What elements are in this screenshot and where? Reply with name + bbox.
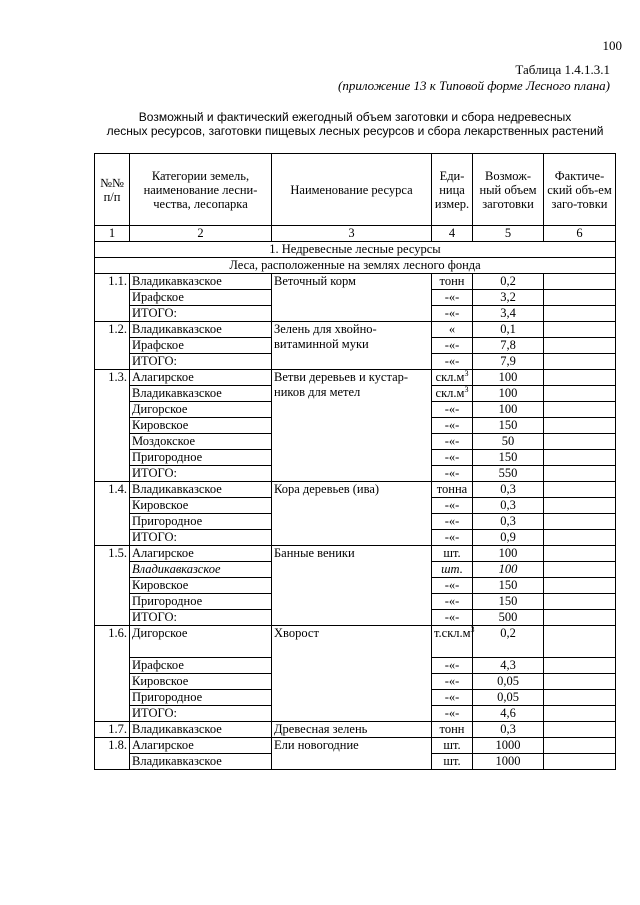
actual-volume xyxy=(544,722,616,738)
col-header-category: Категории земель, наименование лесни-чества, лесопарка xyxy=(130,154,272,226)
unit-text: шт. xyxy=(443,546,461,560)
possible-volume: 0,2 xyxy=(473,274,544,290)
unit-text: шт. xyxy=(443,738,461,752)
possible-volume: 100 xyxy=(473,370,544,386)
forestry-name: ИТОГО: xyxy=(130,706,272,722)
unit-text: шт. xyxy=(441,562,463,576)
possible-volume: 7,8 xyxy=(473,338,544,354)
possible-volume: 0,2 xyxy=(473,626,544,658)
unit-text: тонна xyxy=(436,482,468,496)
unit-text: -«- xyxy=(444,530,460,544)
row-number: 1.4. xyxy=(95,482,130,546)
actual-volume xyxy=(544,754,616,770)
actual-volume xyxy=(544,482,616,498)
actual-volume xyxy=(544,690,616,706)
actual-volume xyxy=(544,498,616,514)
unit-text: -«- xyxy=(444,466,460,480)
forestry-name: Владикавказское xyxy=(130,562,272,578)
actual-volume xyxy=(544,594,616,610)
unit-cell xyxy=(432,658,473,674)
page-number: 100 xyxy=(602,38,622,53)
col-header-unit: Еди-ница измер. xyxy=(432,154,473,226)
forestry-name: ИТОГО: xyxy=(130,466,272,482)
unit-cell xyxy=(432,354,473,370)
unit-superscript: 3 xyxy=(464,368,469,378)
unit-text: -«- xyxy=(444,402,460,416)
unit-superscript: 3 xyxy=(464,384,469,394)
appendix-note: (приложение 13 к Типовой форме Лесного плана) xyxy=(338,78,610,93)
unit-text: тонн xyxy=(439,722,465,736)
unit-cell xyxy=(432,482,473,498)
row-number: 1.6. xyxy=(95,626,130,722)
column-number-row xyxy=(95,226,616,242)
unit-text: тонн xyxy=(439,274,465,288)
table-row xyxy=(95,626,616,658)
resource-name: Веточный корм xyxy=(272,274,432,322)
forestry-name: Владикавказское xyxy=(130,722,272,738)
unit-text: -«- xyxy=(444,594,460,608)
forestry-name: Ирафское xyxy=(130,290,272,306)
unit-text: -«- xyxy=(444,578,460,592)
possible-volume: 0,05 xyxy=(473,674,544,690)
resource-name: Зелень для хвойно-витаминной муки xyxy=(272,322,432,370)
unit-cell xyxy=(432,626,473,658)
possible-volume: 0,3 xyxy=(473,514,544,530)
forestry-name: Ирафское xyxy=(130,658,272,674)
unit-cell xyxy=(432,754,473,770)
forestry-name: Владикавказское xyxy=(130,322,272,338)
possible-volume: 100 xyxy=(473,402,544,418)
row-number: 1.2. xyxy=(95,322,130,370)
forestry-name: Владикавказское xyxy=(130,754,272,770)
resource-table xyxy=(94,153,616,770)
possible-volume: 150 xyxy=(473,578,544,594)
unit-text: -«- xyxy=(444,290,460,304)
actual-volume xyxy=(544,306,616,322)
unit-cell xyxy=(432,594,473,610)
table-label: Таблица 1.4.1.3.1 xyxy=(515,62,610,77)
unit-text: шт. xyxy=(443,754,461,768)
unit-cell xyxy=(432,562,473,578)
actual-volume xyxy=(544,466,616,482)
possible-volume: 500 xyxy=(473,610,544,626)
forestry-name: Ирафское xyxy=(130,338,272,354)
possible-volume: 3,2 xyxy=(473,290,544,306)
forestry-name: Дигорское xyxy=(130,402,272,418)
actual-volume xyxy=(544,562,616,578)
possible-volume: 3,4 xyxy=(473,306,544,322)
resource-name: Кора деревьев (ива) xyxy=(272,482,432,546)
row-number: 1.7. xyxy=(95,722,130,738)
forestry-name: Пригородное xyxy=(130,594,272,610)
actual-volume xyxy=(544,322,616,338)
possible-volume: 150 xyxy=(473,450,544,466)
unit-cell xyxy=(432,530,473,546)
unit-cell xyxy=(432,274,473,290)
possible-volume: 4,6 xyxy=(473,706,544,722)
row-number: 1.8. xyxy=(95,738,130,770)
actual-volume xyxy=(544,354,616,370)
actual-volume xyxy=(544,674,616,690)
actual-volume xyxy=(544,402,616,418)
unit-cell xyxy=(432,546,473,562)
resource-name: Ветви деревьев и кустар-ников для метел xyxy=(272,370,432,482)
column-number: 5 xyxy=(473,226,544,242)
col-header-resource: Наименование ресурса xyxy=(272,154,432,226)
actual-volume xyxy=(544,338,616,354)
possible-volume: 1000 xyxy=(473,754,544,770)
forestry-name: ИТОГО: xyxy=(130,610,272,626)
unit-text: « xyxy=(448,322,456,336)
forestry-name: Владикавказское xyxy=(130,274,272,290)
resource-name: Ели новогодние xyxy=(272,738,432,770)
unit-cell xyxy=(432,338,473,354)
unit-cell xyxy=(432,386,473,402)
possible-volume: 100 xyxy=(473,546,544,562)
unit-cell xyxy=(432,610,473,626)
unit-text: -«- xyxy=(444,338,460,352)
col-header-actual: Фактиче-ский объ-ем заго-товки xyxy=(544,154,616,226)
unit-superscript: 3 xyxy=(470,624,475,634)
unit-cell xyxy=(432,306,473,322)
unit-text: -«- xyxy=(444,306,460,320)
possible-volume: 0,05 xyxy=(473,690,544,706)
unit-cell xyxy=(432,450,473,466)
row-number: 1.3. xyxy=(95,370,130,482)
unit-cell xyxy=(432,514,473,530)
unit-text: -«- xyxy=(444,450,460,464)
unit-cell xyxy=(432,434,473,450)
row-number: 1.1. xyxy=(95,274,130,322)
forestry-name: Пригородное xyxy=(130,690,272,706)
possible-volume: 0,9 xyxy=(473,530,544,546)
possible-volume: 550 xyxy=(473,466,544,482)
unit-cell xyxy=(432,690,473,706)
possible-volume: 50 xyxy=(473,434,544,450)
forestry-name: Владикавказское xyxy=(130,386,272,402)
heading-line: Возможный и фактический ежегодный объем заготовки и сбора недревесных xyxy=(138,110,572,124)
possible-volume: 0,3 xyxy=(473,722,544,738)
resource-name: Хворост xyxy=(272,626,432,722)
heading-line: лесных ресурсов, заготовки пищевых лесных ресурсов и сбора лекарственных растений xyxy=(106,124,604,138)
possible-volume: 0,1 xyxy=(473,322,544,338)
possible-volume: 0,3 xyxy=(473,498,544,514)
actual-volume xyxy=(544,738,616,754)
actual-volume xyxy=(544,370,616,386)
unit-text: -«- xyxy=(444,354,460,368)
forestry-name: ИТОГО: xyxy=(130,306,272,322)
forestry-name: Моздокское xyxy=(130,434,272,450)
actual-volume xyxy=(544,658,616,674)
unit-text: -«- xyxy=(444,674,460,688)
unit-text: -«- xyxy=(444,610,460,624)
possible-volume: 150 xyxy=(473,418,544,434)
unit-cell xyxy=(432,418,473,434)
section-title: 1. Недревесные лесные ресурсы xyxy=(95,242,616,258)
actual-volume xyxy=(544,626,616,658)
row-number: 1.5. xyxy=(95,546,130,626)
forestry-name: ИТОГО: xyxy=(130,354,272,370)
forestry-name: Пригородное xyxy=(130,450,272,466)
table-row xyxy=(95,370,616,386)
forestry-name: Алагирское xyxy=(130,546,272,562)
col-header-possible: Возмож-ный объем заготовки xyxy=(473,154,544,226)
unit-text: -«- xyxy=(444,498,460,512)
unit-cell xyxy=(432,722,473,738)
unit-cell xyxy=(432,738,473,754)
column-number: 6 xyxy=(544,226,616,242)
actual-volume xyxy=(544,546,616,562)
actual-volume xyxy=(544,706,616,722)
unit-text: скл.м xyxy=(435,386,465,400)
table-row xyxy=(95,738,616,754)
unit-cell xyxy=(432,706,473,722)
table-heading xyxy=(95,110,615,138)
subsection-title-row xyxy=(95,258,616,274)
unit-text: -«- xyxy=(444,706,460,720)
possible-volume: 0,3 xyxy=(473,482,544,498)
unit-cell xyxy=(432,322,473,338)
column-number: 1 xyxy=(95,226,130,242)
table-row xyxy=(95,482,616,498)
unit-text: т.скл.м xyxy=(434,626,471,640)
possible-volume: 100 xyxy=(473,562,544,578)
unit-text: -«- xyxy=(444,514,460,528)
possible-volume: 1000 xyxy=(473,738,544,754)
actual-volume xyxy=(544,386,616,402)
forestry-name: Кировское xyxy=(130,578,272,594)
forestry-name: Кировское xyxy=(130,498,272,514)
actual-volume xyxy=(544,610,616,626)
unit-cell xyxy=(432,578,473,594)
section-title-row xyxy=(95,242,616,258)
actual-volume xyxy=(544,274,616,290)
actual-volume xyxy=(544,530,616,546)
table-row xyxy=(95,322,616,338)
table-row xyxy=(95,274,616,290)
table-row xyxy=(95,546,616,562)
table-row xyxy=(95,722,616,738)
possible-volume: 150 xyxy=(473,594,544,610)
unit-text: -«- xyxy=(444,434,460,448)
forestry-name: Алагирское xyxy=(130,370,272,386)
col-header-num: №№ п/п xyxy=(95,154,130,226)
unit-text: скл.м xyxy=(435,370,465,384)
possible-volume: 100 xyxy=(473,386,544,402)
resource-name: Древесная зелень xyxy=(272,722,432,738)
column-number: 2 xyxy=(130,226,272,242)
forestry-name: Кировское xyxy=(130,418,272,434)
actual-volume xyxy=(544,418,616,434)
subsection-title: Леса, расположенные на землях лесного фонда xyxy=(95,258,616,274)
unit-cell xyxy=(432,498,473,514)
forestry-name: Кировское xyxy=(130,674,272,690)
column-number: 3 xyxy=(272,226,432,242)
actual-volume xyxy=(544,450,616,466)
unit-cell xyxy=(432,402,473,418)
forestry-name: Дигорское xyxy=(130,626,272,658)
unit-text: -«- xyxy=(444,658,460,672)
forestry-name: Алагирское xyxy=(130,738,272,754)
forestry-name: Пригородное xyxy=(130,514,272,530)
header-row xyxy=(95,154,616,226)
actual-volume xyxy=(544,290,616,306)
forestry-name: Владикавказское xyxy=(130,482,272,498)
possible-volume: 4,3 xyxy=(473,658,544,674)
unit-text: -«- xyxy=(444,690,460,704)
unit-cell xyxy=(432,370,473,386)
possible-volume: 7,9 xyxy=(473,354,544,370)
unit-text: -«- xyxy=(444,418,460,432)
forestry-name: ИТОГО: xyxy=(130,530,272,546)
actual-volume xyxy=(544,514,616,530)
actual-volume xyxy=(544,434,616,450)
column-number: 4 xyxy=(432,226,473,242)
resource-name: Банные веники xyxy=(272,546,432,626)
unit-cell xyxy=(432,466,473,482)
actual-volume xyxy=(544,578,616,594)
unit-cell xyxy=(432,290,473,306)
unit-cell xyxy=(432,674,473,690)
